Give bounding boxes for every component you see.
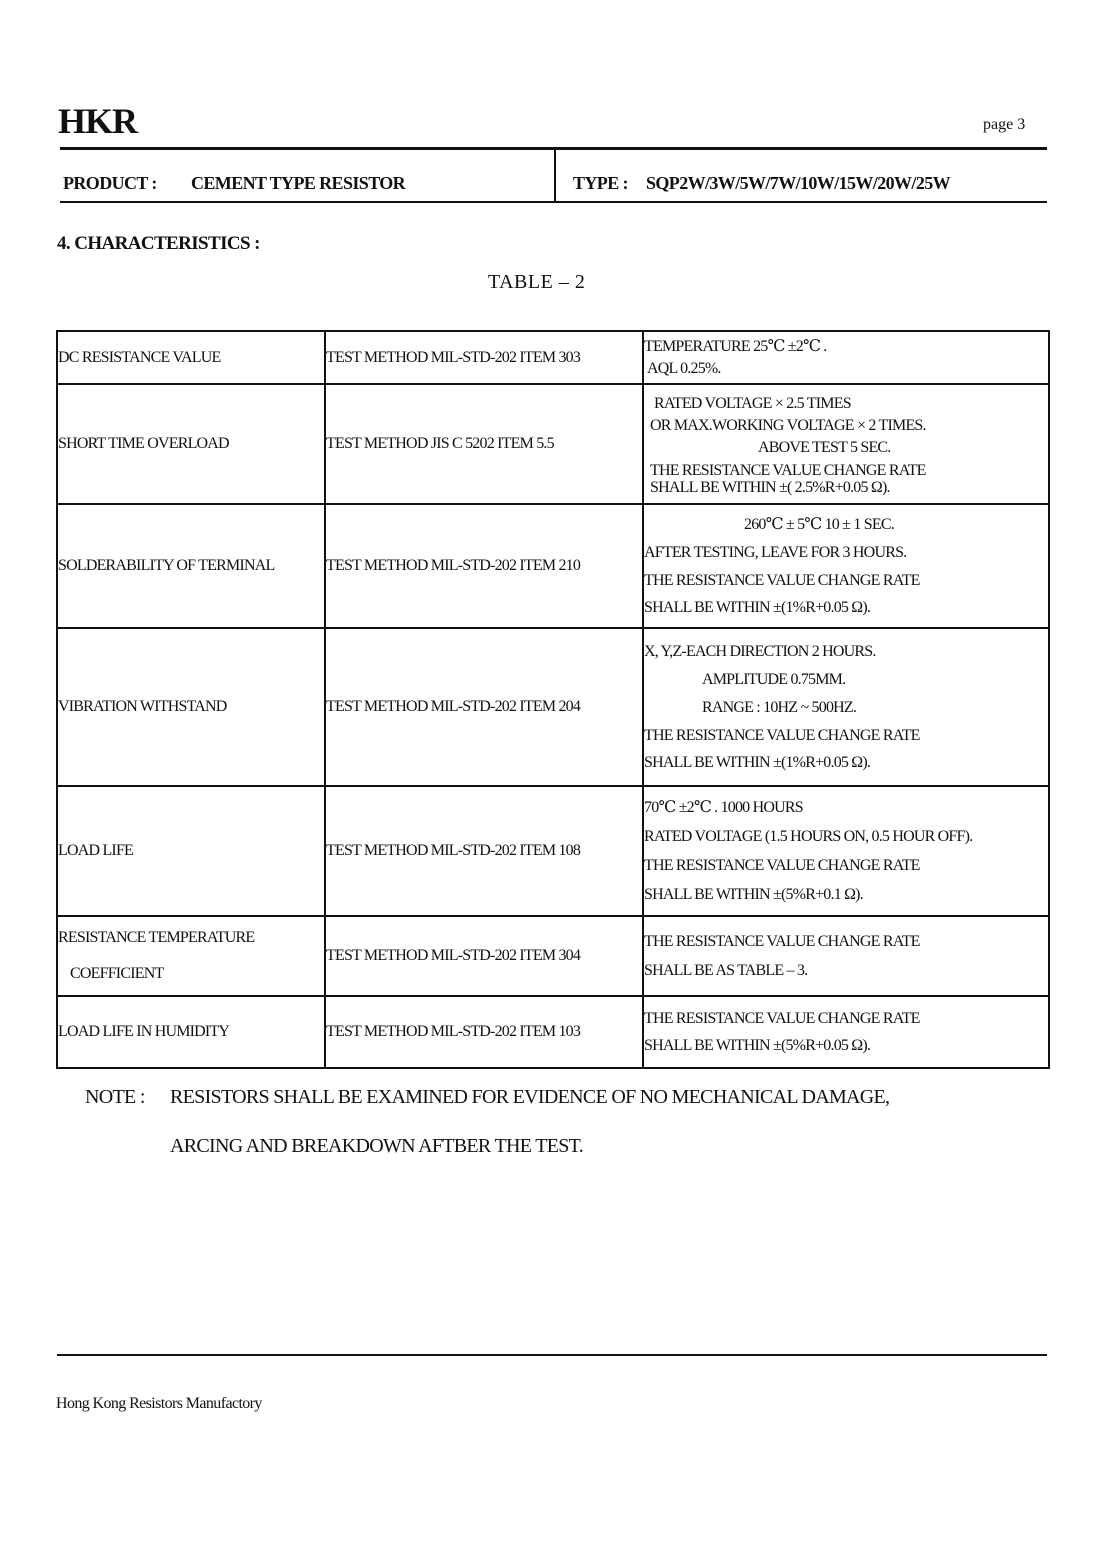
method-cell xyxy=(325,786,643,916)
spec-cell xyxy=(643,628,1049,786)
spec-line: AFTER TESTING, LEAVE FOR 3 HOURS. xyxy=(644,544,907,561)
method-cell xyxy=(325,916,643,996)
method-text: TEST METHOD MIL-STD-202 ITEM 108 xyxy=(326,842,581,859)
item-text: VIBRATION WITHSTAND xyxy=(58,698,227,715)
spec-cell xyxy=(643,331,1049,384)
spec-line: X, Y,Z-EACH DIRECTION 2 HOURS. xyxy=(644,643,876,660)
table-row xyxy=(57,504,1049,628)
table-row xyxy=(57,996,1049,1068)
type-label: TYPE : xyxy=(573,173,628,193)
spec-line: THE RESISTANCE VALUE CHANGE RATE xyxy=(644,727,920,744)
spec-line: THE RESISTANCE VALUE CHANGE RATE xyxy=(644,572,920,589)
spec-line: THE RESISTANCE VALUE CHANGE RATE xyxy=(644,857,920,874)
spec-cell xyxy=(643,384,1049,504)
section-title: 4. CHARACTERISTICS : xyxy=(57,233,260,254)
method-text: TEST METHOD MIL-STD-202 ITEM 303 xyxy=(326,348,581,366)
method-text: TEST METHOD MIL-STD-202 ITEM 304 xyxy=(326,947,581,964)
item-cell xyxy=(57,996,325,1068)
company-logo: HKR xyxy=(58,101,138,141)
spec-line: 70℃ ±2℃ . 1000 HOURS xyxy=(644,799,803,816)
table-row xyxy=(57,786,1049,916)
table-row xyxy=(57,628,1049,786)
method-text: TEST METHOD JIS C 5202 ITEM 5.5 xyxy=(326,435,554,452)
spec-line: ABOVE TEST 5 SEC. xyxy=(758,439,891,456)
method-cell xyxy=(325,996,643,1068)
item-text: LOAD LIFE IN HUMIDITY xyxy=(58,1023,230,1040)
spec-line: SHALL BE WITHIN ±(5%R+0.1 Ω). xyxy=(644,886,863,903)
characteristics-table xyxy=(56,330,1050,1069)
spec-line: SHALL BE WITHIN ±( 2.5%R+0.05 Ω). xyxy=(650,479,890,496)
spec-line: 260℃ ± 5℃ 10 ± 1 SEC. xyxy=(744,516,894,533)
spec-line: OR MAX.WORKING VOLTAGE × 2 TIMES. xyxy=(650,417,926,434)
method-cell xyxy=(325,504,643,628)
spec-cell xyxy=(643,786,1049,916)
footer-company: Hong Kong Resistors Manufactory xyxy=(56,1395,262,1412)
spec-line: SHALL BE WITHIN ±(1%R+0.05 Ω). xyxy=(644,599,871,616)
item-cell xyxy=(57,504,325,628)
header-divider xyxy=(554,149,556,202)
method-cell xyxy=(325,331,643,384)
item-text: LOAD LIFE xyxy=(58,842,134,859)
item-text: SOLDERABILITY OF TERMINAL xyxy=(58,557,275,574)
item-text: RESISTANCE TEMPERATURE xyxy=(58,929,255,946)
item-cell xyxy=(57,786,325,916)
spec-line: THE RESISTANCE VALUE CHANGE RATE xyxy=(650,462,926,479)
note-line-2: ARCING AND BREAKDOWN AFTBER THE TEST. xyxy=(170,1135,584,1157)
table-title: TABLE – 2 xyxy=(488,271,586,293)
product-label: PRODUCT : xyxy=(63,173,157,193)
table-row xyxy=(57,384,1049,504)
note-label: NOTE : xyxy=(85,1086,145,1108)
method-text: TEST METHOD MIL-STD-202 ITEM 210 xyxy=(326,557,581,574)
item-cell xyxy=(57,628,325,786)
method-text: TEST METHOD MIL-STD-202 ITEM 103 xyxy=(326,1023,581,1040)
table-row xyxy=(57,331,1049,384)
product-value: CEMENT TYPE RESISTOR xyxy=(191,173,406,193)
method-text: TEST METHOD MIL-STD-202 ITEM 204 xyxy=(326,698,581,715)
item-text: DC RESISTANCE VALUE xyxy=(58,348,221,366)
spec-line: SHALL BE AS TABLE – 3. xyxy=(644,962,808,979)
spec-line: THE RESISTANCE VALUE CHANGE RATE xyxy=(644,933,920,950)
spec-cell xyxy=(643,996,1049,1068)
spec-line: RANGE : 10HZ ~ 500HZ. xyxy=(702,699,857,716)
item-cell xyxy=(57,331,325,384)
spec-line: SHALL BE WITHIN ±(1%R+0.05 Ω). xyxy=(644,754,871,771)
item-text: COEFFICIENT xyxy=(70,965,164,982)
page-number: page 3 xyxy=(983,116,1026,133)
spec-line: RATED VOLTAGE × 2.5 TIMES xyxy=(654,395,851,412)
spec-line: AMPLITUDE 0.75MM. xyxy=(702,671,846,688)
item-cell xyxy=(57,384,325,504)
spec-line: AQL 0.25%. xyxy=(647,359,721,377)
type-value: SQP2W/3W/5W/7W/10W/15W/20W/25W xyxy=(646,173,951,193)
spec-line: SHALL BE WITHIN ±(5%R+0.05 Ω). xyxy=(644,1037,871,1054)
method-cell xyxy=(325,384,643,504)
spec-line: RATED VOLTAGE (1.5 HOURS ON, 0.5 HOUR OFF). xyxy=(644,828,973,845)
method-cell xyxy=(325,628,643,786)
spec-line: THE RESISTANCE VALUE CHANGE RATE xyxy=(644,1010,920,1027)
footer-rule xyxy=(57,1354,1047,1356)
spec-line: TEMPERATURE 25℃ ±2℃ . xyxy=(644,337,827,355)
table-row xyxy=(57,916,1049,996)
note-line-1: RESISTORS SHALL BE EXAMINED FOR EVIDENCE OF NO MECHANICAL DAMAGE, xyxy=(170,1086,890,1108)
spec-cell xyxy=(643,916,1049,996)
item-text: SHORT TIME OVERLOAD xyxy=(58,435,229,452)
item-cell xyxy=(57,916,325,996)
spec-cell xyxy=(643,504,1049,628)
header-bottom-rule xyxy=(60,201,1047,203)
